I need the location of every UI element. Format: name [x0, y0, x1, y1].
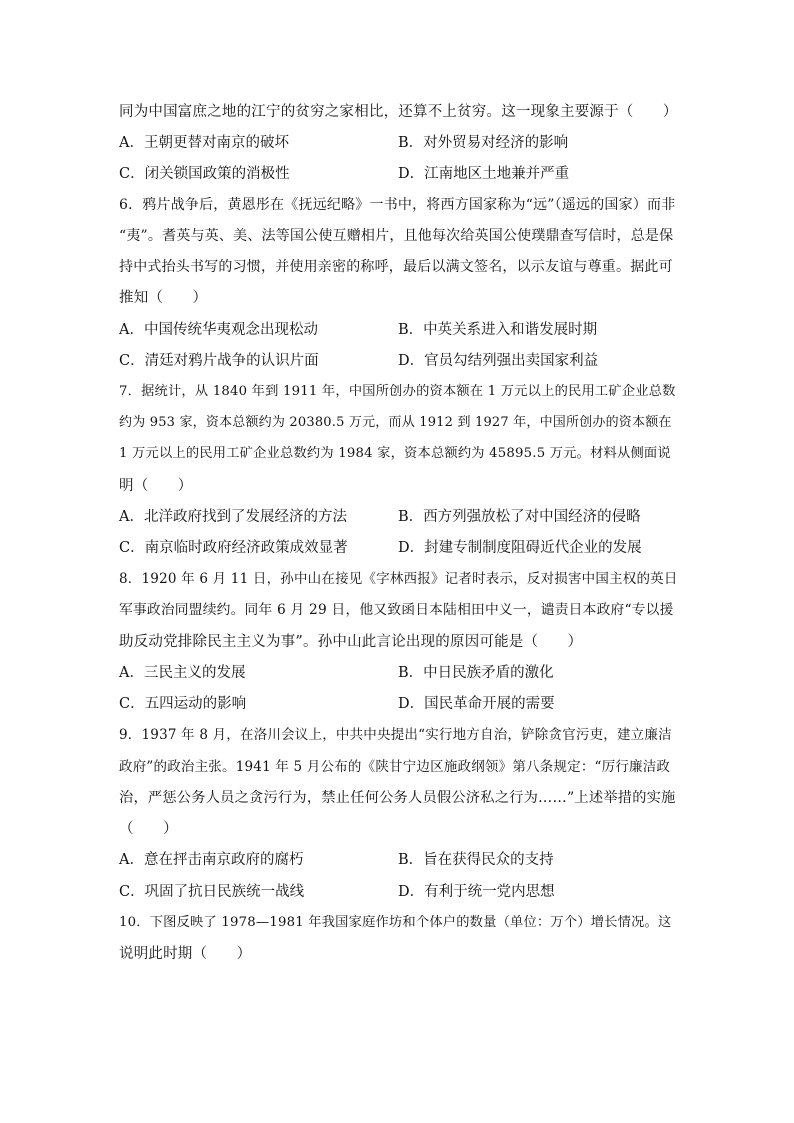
q7-option-a: A．北洋政府找到了发展经济的方法: [119, 509, 347, 525]
q9-stem-line: 政府”的政治主张。1941 年 5 月公布的《陕甘宁边区施政纲领》第八条规定：“厉行廉洁政: [119, 759, 671, 775]
q5-option-c: C．闭关锁国政策的消极性: [119, 166, 290, 182]
q7-option-d: D．封建专制制度阻碍近代企业的发展: [398, 540, 642, 556]
q6-option-b: B．中英关系进入和谐发展时期: [398, 322, 598, 338]
q8-option-d: D．国民革命开展的需要: [398, 696, 555, 712]
q5-option-a: A．王朝更替对南京的破坏: [119, 135, 289, 151]
q8-option-a: A．三民主义的发展: [119, 665, 246, 681]
q9-option-b: B．旨在获得民众的支持: [398, 852, 554, 868]
q7-option-c: C．南京临时政府经济政策成效显著: [119, 540, 348, 556]
q5-option-d: D．江南地区土地兼并严重: [398, 166, 570, 182]
q10-stem-line: 10．下图反映了 1978—1981 年我国家庭作坊和个体户的数量（单位：万个）增长情况。这: [119, 915, 672, 930]
q9-option-a: A．意在抨击南京政府的腐朽: [119, 852, 304, 868]
q8-option-b: B．中日民族矛盾的激化: [398, 665, 554, 681]
q5-stem-tail: 同为中国富庶之地的江宁的贫穷之家相比，还算不上贫穷。这一现象主要源于（ ）: [119, 104, 678, 120]
q10-stem-line: 说明此时期（ ）: [119, 946, 252, 962]
q7-stem-line: 7．据统计，从 1840 年到 1911 年，中国所创办的资本额在 1 万元以上的民用工矿企业总数: [119, 384, 676, 399]
q6-stem-line: 推知（ ）: [119, 290, 208, 306]
q6-option-c: C．清廷对鸦片战争的认识片面: [119, 353, 319, 369]
q8-stem-line: 8．1920 年 6 月 11 日，孙中山在接见《字林西报》记者时表示，反对损害中国主权的英日: [119, 571, 678, 587]
q9-stem-line: 9．1937 年 8 月，在洛川会议上，中共中央提出“实行地方自治，铲除贪官污吏，建立廉洁: [119, 727, 672, 743]
q9-stem-line: （ ）: [119, 821, 178, 837]
q6-option-a: A．中国传统华夷观念出现松动: [119, 322, 318, 338]
q9-option-d: D．有利于统一党内思想: [398, 884, 555, 900]
q6-option-d: D．官员勾结列强出卖国家利益: [398, 353, 599, 369]
q9-stem-line: 治，严惩公务人员之贪污行为，禁止任何公务人员假公济私之行为……”上述举措的实施: [119, 790, 676, 806]
q8-stem-line: 助反动党排除民主主义为事”。孙中山此言论出现的原因可能是（ ）: [119, 634, 583, 650]
q5-option-b: B．对外贸易对经济的影响: [398, 135, 569, 151]
q7-option-b: B．西方列强放松了对中国经济的侵略: [398, 509, 641, 525]
q7-stem-line: 明（ ）: [119, 478, 193, 494]
q6-stem-line: 持中式抬头书写的习惯，并使用亲密的称呼，最后以满文签名，以示友谊与尊重。据此可: [119, 259, 673, 275]
q6-stem-line: 6．鸦片战争后，黄恩彤在《抚远纪略》一书中，将西方国家称为“远”（遥远的国家）而非: [119, 197, 676, 213]
q6-stem-line: “夷”。耆英与英、美、法等国公使互赠相片，且他每次给英国公使璞鼎查写信时，总是保: [119, 228, 674, 244]
q7-stem-line: 约为 953 家，资本总额约为 20380.5 万元，而从 1912 到 1927 年，中国所创办的资本额在: [119, 415, 672, 430]
q8-stem-line: 军事政治同盟续约。同年 6 月 29 日，他又致函日本陆相田中义一，谴责日本政府“专以援: [119, 602, 674, 618]
q7-stem-line: 1 万元以上的民用工矿企业总数约为 1984 家，资本总额约为 45895.5 万元。材料从侧面说: [119, 446, 671, 461]
q8-option-c: C．五四运动的影响: [119, 696, 247, 712]
q9-option-c: C．巩固了抗日民族统一战线: [119, 884, 305, 900]
